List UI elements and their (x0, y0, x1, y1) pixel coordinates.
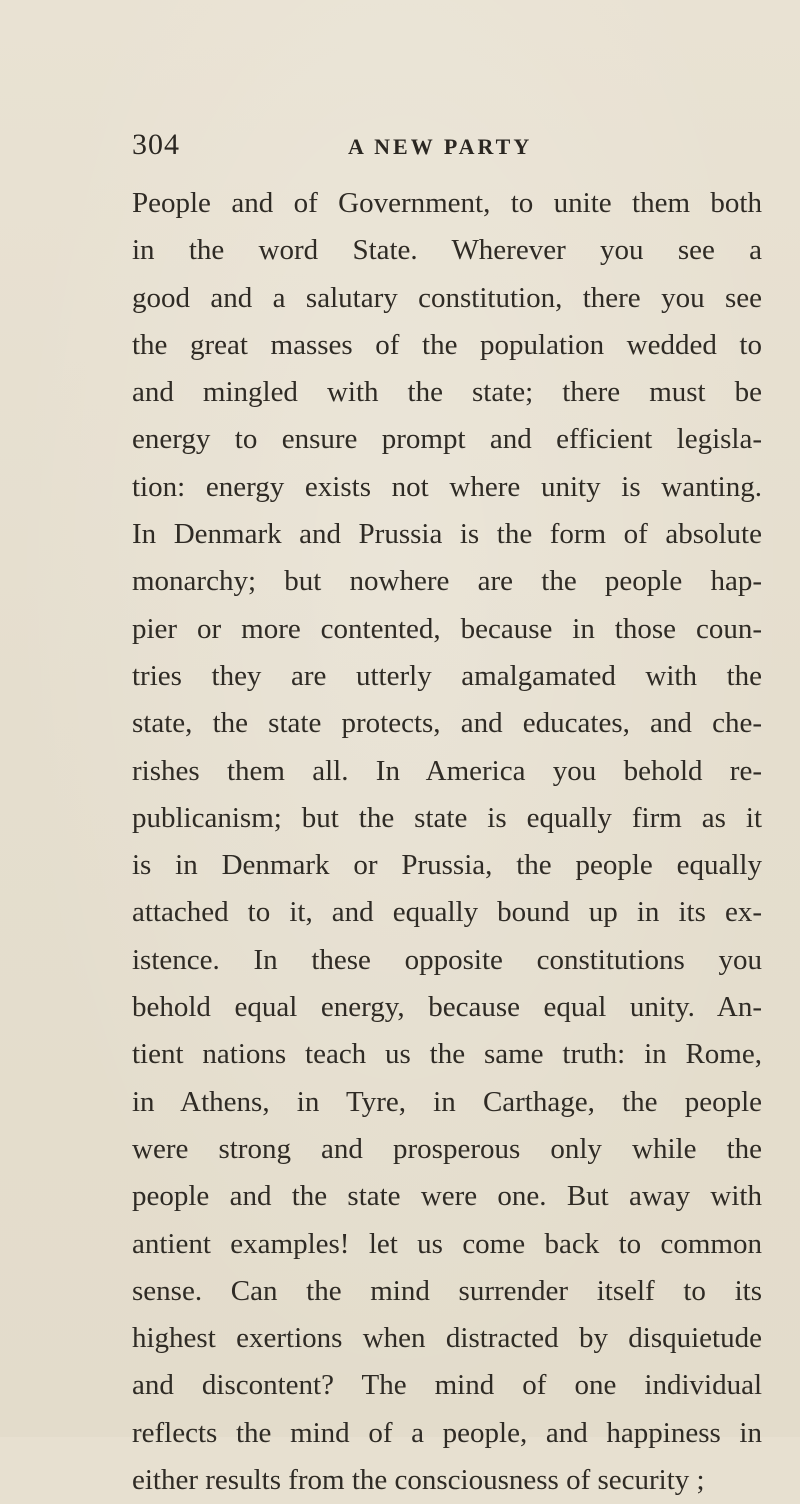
text-line: and discontent? The mind of one individual (132, 1369, 762, 1402)
text-line: were strong and prosperous only while the (132, 1132, 762, 1165)
text-line: the great masses of the population wedded to (132, 328, 762, 361)
text-line: rishes them all. In America you behold re- (132, 754, 762, 787)
text-line: people and the state were one. But away with (132, 1180, 762, 1213)
text-line: attached to it, and equally bound up in its ex- (132, 896, 762, 929)
text-line: istence. In these opposite constitutions you (132, 943, 762, 976)
running-head: A NEW PARTY (348, 134, 533, 159)
page-header (132, 128, 752, 168)
text-line: tient nations teach us the same truth: in Rome, (132, 1038, 762, 1071)
text-line: good and a salutary constitution, there you see (132, 281, 762, 314)
text-line: energy to ensure prompt and efficient legisla- (132, 423, 762, 456)
text-line: either results from the consciousness of security ; (132, 1464, 705, 1497)
text-line: highest exertions when distracted by disquietude (132, 1322, 762, 1355)
text-line: sense. Can the mind surrender itself to its (132, 1274, 762, 1307)
text-line: and mingled with the state; there must be (132, 376, 762, 409)
text-line: In Denmark and Prussia is the form of absolute (132, 518, 762, 551)
text-line: publicanism; but the state is equally firm as it (132, 801, 762, 834)
text-line: is in Denmark or Prussia, the people equally (132, 849, 762, 882)
text-line: People and of Government, to unite them both (132, 187, 762, 219)
text-line: in the word State. Wherever you see a (132, 234, 762, 267)
page-number: 304 (132, 128, 180, 161)
text-line: monarchy; but nowhere are the people hap- (132, 565, 762, 598)
text-line: reflects the mind of a people, and happiness in (132, 1416, 762, 1449)
text-line: pier or more contented, because in those coun- (132, 612, 762, 645)
text-line: behold equal energy, because equal unity. An- (132, 991, 762, 1024)
text-line: state, the state protects, and educates, and che- (132, 707, 762, 740)
text-line: tion: energy exists not where unity is wanting. (132, 470, 762, 503)
text-line: in Athens, in Tyre, in Carthage, the people (132, 1085, 762, 1118)
text-line: antient examples! let us come back to common (132, 1227, 762, 1260)
body-text (132, 180, 762, 1504)
text-line: tries they are utterly amalgamated with the (132, 659, 762, 692)
